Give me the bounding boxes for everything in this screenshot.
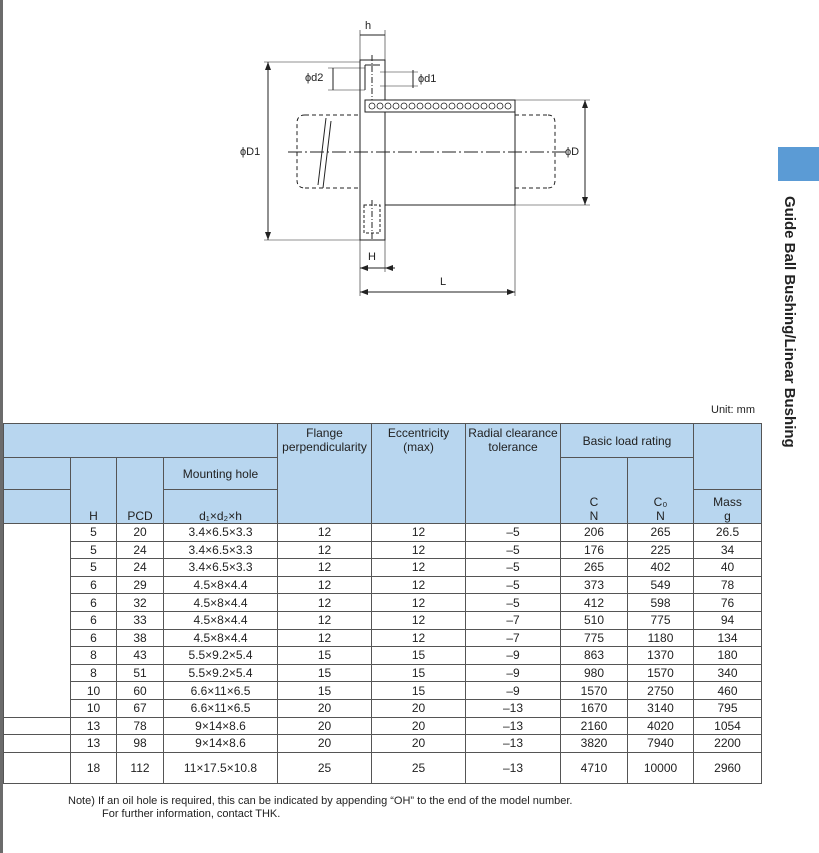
cell-c0: 4020 — [628, 717, 694, 735]
cell-hole: 5.5×9.2×5.4 — [164, 664, 278, 682]
cell-c0: 3140 — [628, 699, 694, 717]
cell-pcd: 98 — [117, 735, 164, 753]
cell-radial: –7 — [466, 629, 561, 647]
cell-hole: 4.5×8×4.4 — [164, 611, 278, 629]
cell-c: 1570 — [561, 682, 628, 700]
cell-ecc: 15 — [372, 664, 466, 682]
cell-mass: 76 — [694, 594, 762, 612]
cell-ecc: 15 — [372, 647, 466, 665]
table-row — [4, 524, 762, 542]
cell-h: 18 — [71, 752, 117, 783]
cell-flange: 20 — [278, 717, 372, 735]
cell-radial: –9 — [466, 647, 561, 665]
cell-h: 13 — [71, 717, 117, 735]
model-cell — [4, 559, 71, 577]
header-model-cell — [4, 458, 71, 490]
cell-h: 8 — [71, 647, 117, 665]
cell-radial: –5 — [466, 576, 561, 594]
header-C0: C₀ N — [628, 458, 694, 524]
table-row — [4, 576, 762, 594]
header-basic-load: Basic load rating — [561, 424, 694, 458]
table-row — [4, 682, 762, 700]
cell-pcd: 33 — [117, 611, 164, 629]
cell-ecc: 25 — [372, 752, 466, 783]
model-cell — [4, 576, 71, 594]
cell-hole: 6.6×11×6.5 — [164, 682, 278, 700]
cell-h: 10 — [71, 699, 117, 717]
cell-pcd: 43 — [117, 647, 164, 665]
cell-c: 1670 — [561, 699, 628, 717]
header-blank — [4, 424, 278, 458]
model-cell — [4, 735, 71, 753]
cell-ecc: 20 — [372, 735, 466, 753]
cell-h: 13 — [71, 735, 117, 753]
header-mass: Mass g — [694, 490, 762, 524]
footnote-line-1: Note) If an oil hole is required, this can be indicated by appending “OH” to the end of the model number. — [68, 795, 573, 807]
cell-ecc: 20 — [372, 699, 466, 717]
cell-c: 3820 — [561, 735, 628, 753]
cell-c: 775 — [561, 629, 628, 647]
cell-flange: 12 — [278, 524, 372, 542]
cell-ecc: 12 — [372, 524, 466, 542]
cell-pcd: 29 — [117, 576, 164, 594]
header-model-cell-2 — [4, 490, 71, 524]
header-mounting-hole: Mounting hole — [164, 458, 278, 490]
cell-radial: –13 — [466, 752, 561, 783]
cell-h: 6 — [71, 611, 117, 629]
cell-h: 6 — [71, 576, 117, 594]
cell-mass: 460 — [694, 682, 762, 700]
cell-ecc: 12 — [372, 611, 466, 629]
cell-flange: 15 — [278, 682, 372, 700]
cell-pcd: 60 — [117, 682, 164, 700]
cell-flange: 25 — [278, 752, 372, 783]
cell-radial: –13 — [466, 735, 561, 753]
cell-ecc: 12 — [372, 559, 466, 577]
cell-h: 8 — [71, 664, 117, 682]
cell-radial: –5 — [466, 559, 561, 577]
cell-radial: –5 — [466, 594, 561, 612]
cell-h: 5 — [71, 541, 117, 559]
cell-radial: –5 — [466, 541, 561, 559]
cell-c0: 225 — [628, 541, 694, 559]
cell-flange: 20 — [278, 735, 372, 753]
section-tab — [778, 147, 819, 181]
cell-hole: 11×17.5×10.8 — [164, 752, 278, 783]
table-row — [4, 647, 762, 665]
model-cell — [4, 594, 71, 612]
header-mass-top — [694, 424, 762, 490]
dim-h-label: h — [365, 20, 372, 32]
table-row — [4, 611, 762, 629]
cell-flange: 15 — [278, 647, 372, 665]
cell-flange: 12 — [278, 559, 372, 577]
cell-flange: 20 — [278, 699, 372, 717]
cell-c: 176 — [561, 541, 628, 559]
cell-radial: –9 — [466, 664, 561, 682]
cell-mass: 26.5 — [694, 524, 762, 542]
cell-c: 2160 — [561, 717, 628, 735]
cell-hole: 4.5×8×4.4 — [164, 576, 278, 594]
cell-flange: 12 — [278, 594, 372, 612]
cell-h: 5 — [71, 524, 117, 542]
dim-H-label: H — [368, 251, 376, 263]
cell-c0: 10000 — [628, 752, 694, 783]
cell-h: 6 — [71, 594, 117, 612]
cell-mass: 34 — [694, 541, 762, 559]
model-cell — [4, 752, 71, 783]
cell-c: 265 — [561, 559, 628, 577]
unit-label: Unit: mm — [711, 404, 755, 416]
cell-c: 980 — [561, 664, 628, 682]
model-cell — [4, 611, 71, 629]
cell-pcd: 20 — [117, 524, 164, 542]
side-title: Guide Ball Bushing/Linear Bushing — [781, 196, 798, 448]
dim-d1-label: ϕd1 — [418, 73, 437, 85]
cell-mass: 1054 — [694, 717, 762, 735]
cell-ecc: 12 — [372, 541, 466, 559]
cell-c: 863 — [561, 647, 628, 665]
header-C: C N — [561, 458, 628, 524]
cell-pcd: 67 — [117, 699, 164, 717]
cell-pcd: 78 — [117, 717, 164, 735]
cell-hole: 6.6×11×6.5 — [164, 699, 278, 717]
cell-radial: –9 — [466, 682, 561, 700]
model-cell — [4, 629, 71, 647]
cell-mass: 134 — [694, 629, 762, 647]
cell-radial: –5 — [466, 524, 561, 542]
table-row — [4, 664, 762, 682]
footnote — [68, 795, 572, 821]
model-cell — [4, 664, 71, 682]
dim-L-label: L — [440, 276, 447, 288]
model-cell — [4, 647, 71, 665]
table-row — [4, 629, 762, 647]
cell-mass: 2960 — [694, 752, 762, 783]
cell-flange: 12 — [278, 629, 372, 647]
cell-mass: 78 — [694, 576, 762, 594]
model-cell — [4, 682, 71, 700]
cell-c: 206 — [561, 524, 628, 542]
cell-c: 412 — [561, 594, 628, 612]
spec-table — [3, 423, 762, 784]
header-radial: Radial clearance tolerance — [466, 424, 561, 524]
bushing-drawing — [0, 0, 819, 400]
model-cell — [4, 699, 71, 717]
header-eccentricity: Eccentricity (max) — [372, 424, 466, 524]
cell-ecc: 15 — [372, 682, 466, 700]
cell-c0: 549 — [628, 576, 694, 594]
cell-pcd: 24 — [117, 541, 164, 559]
cell-hole: 4.5×8×4.4 — [164, 629, 278, 647]
model-cell — [4, 524, 71, 542]
cell-flange: 12 — [278, 576, 372, 594]
model-cell — [4, 541, 71, 559]
cell-radial: –13 — [466, 717, 561, 735]
header-H: H — [71, 458, 117, 524]
cell-ecc: 20 — [372, 717, 466, 735]
cell-c0: 1570 — [628, 664, 694, 682]
cell-hole: 4.5×8×4.4 — [164, 594, 278, 612]
cell-mass: 180 — [694, 647, 762, 665]
cell-radial: –13 — [466, 699, 561, 717]
table-row — [4, 735, 762, 753]
footnote-line-2: For further information, contact THK. — [102, 808, 281, 820]
cell-ecc: 12 — [372, 629, 466, 647]
cell-flange: 12 — [278, 611, 372, 629]
cell-mass: 340 — [694, 664, 762, 682]
cell-h: 10 — [71, 682, 117, 700]
cell-c0: 1370 — [628, 647, 694, 665]
table-row — [4, 717, 762, 735]
cell-mass: 40 — [694, 559, 762, 577]
cell-c: 4710 — [561, 752, 628, 783]
dim-d2-label: ϕd2 — [305, 72, 324, 84]
table-row — [4, 541, 762, 559]
cell-hole: 3.4×6.5×3.3 — [164, 559, 278, 577]
dim-D1-label: ϕD1 — [240, 146, 261, 158]
cell-flange: 12 — [278, 541, 372, 559]
cell-c0: 7940 — [628, 735, 694, 753]
cell-c0: 265 — [628, 524, 694, 542]
cell-ecc: 12 — [372, 594, 466, 612]
cell-pcd: 24 — [117, 559, 164, 577]
cell-c0: 775 — [628, 611, 694, 629]
cell-hole: 5.5×9.2×5.4 — [164, 647, 278, 665]
cell-mass: 2200 — [694, 735, 762, 753]
cell-pcd: 32 — [117, 594, 164, 612]
table-row — [4, 594, 762, 612]
cell-c: 510 — [561, 611, 628, 629]
cell-c: 373 — [561, 576, 628, 594]
model-cell — [4, 717, 71, 735]
cell-hole: 9×14×8.6 — [164, 735, 278, 753]
cell-c0: 598 — [628, 594, 694, 612]
cell-flange: 15 — [278, 664, 372, 682]
cell-h: 5 — [71, 559, 117, 577]
header-PCD: PCD — [117, 458, 164, 524]
cell-mass: 94 — [694, 611, 762, 629]
header-mount-sub: d₁×d₂×h — [164, 490, 278, 524]
cell-pcd: 51 — [117, 664, 164, 682]
table-row — [4, 699, 762, 717]
table-row — [4, 559, 762, 577]
cell-c0: 402 — [628, 559, 694, 577]
cell-mass: 795 — [694, 699, 762, 717]
cell-ecc: 12 — [372, 576, 466, 594]
cell-radial: –7 — [466, 611, 561, 629]
cell-c0: 2750 — [628, 682, 694, 700]
cell-pcd: 38 — [117, 629, 164, 647]
cell-h: 6 — [71, 629, 117, 647]
cell-hole: 9×14×8.6 — [164, 717, 278, 735]
dim-D-label: ϕD — [565, 146, 580, 158]
cell-hole: 3.4×6.5×3.3 — [164, 524, 278, 542]
cell-pcd: 112 — [117, 752, 164, 783]
cell-hole: 3.4×6.5×3.3 — [164, 541, 278, 559]
header-flange: Flange perpendicularity — [278, 424, 372, 524]
table-row — [4, 752, 762, 783]
cell-c0: 1180 — [628, 629, 694, 647]
